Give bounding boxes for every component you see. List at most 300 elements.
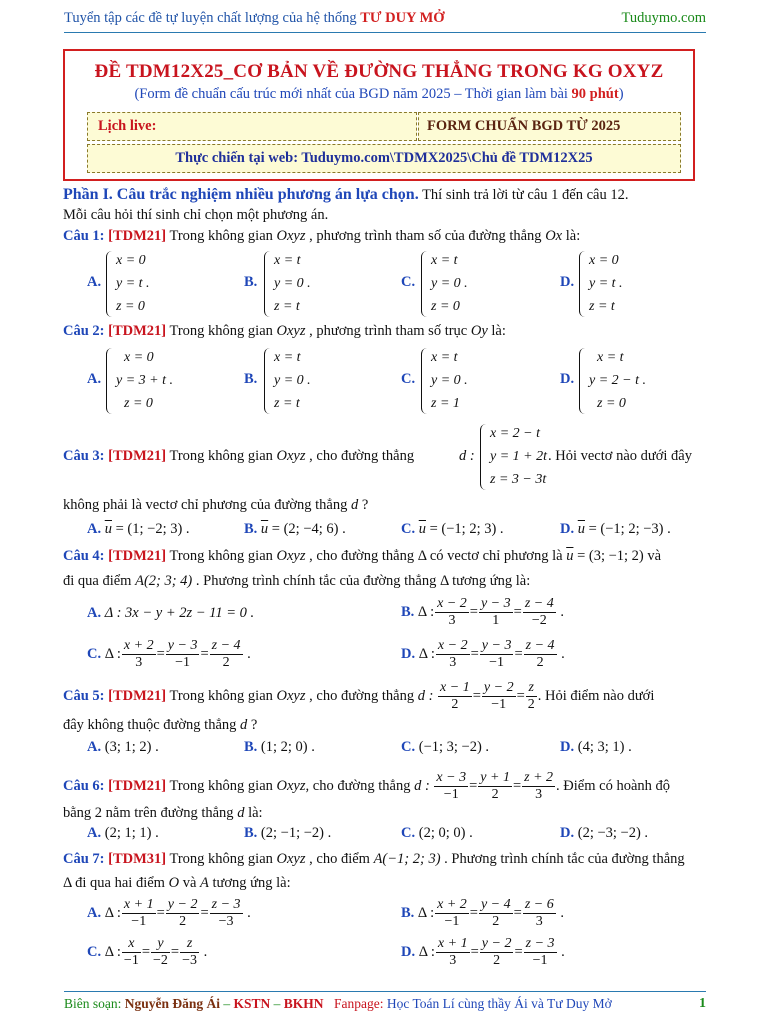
option-label: A. xyxy=(87,605,102,621)
q6-line2 xyxy=(63,805,263,822)
denominator: 3 xyxy=(448,613,456,628)
denominator: −1 xyxy=(123,953,139,968)
numerator: x + 1 xyxy=(437,936,468,951)
footer-fanpage[interactable] xyxy=(334,996,612,1012)
eq-line: z = 0 xyxy=(124,396,153,411)
fanpage-label: Fanpage: xyxy=(334,996,387,1011)
denominator: 3 xyxy=(135,655,143,670)
q6-space: Oxyz, xyxy=(276,777,310,794)
part1-line2: Mỗi câu hỏi thí sinh chỉ chọn một phương án. xyxy=(63,207,329,223)
q2-option-d[interactable] xyxy=(579,346,669,416)
subtitle-close: ) xyxy=(618,86,624,102)
q2-axis: Oy xyxy=(470,323,488,339)
q7-space: Oxyz xyxy=(276,851,306,867)
denominator: −3 xyxy=(218,914,234,929)
brace xyxy=(480,424,489,490)
fraction xyxy=(436,936,470,969)
numerator: y − 2 xyxy=(481,936,512,951)
q4-line2-text: đi qua điểm xyxy=(63,573,136,589)
fraction xyxy=(479,596,513,629)
option-label: C. xyxy=(401,825,416,841)
q3-dvar: d xyxy=(350,497,359,513)
denominator: −1 xyxy=(444,914,460,929)
q4-number: Câu 4: xyxy=(63,548,105,564)
numerator: z − 4 xyxy=(524,596,554,611)
q7-option-c[interactable]: C. Δ : $\frac{x}{-1}$ = $\frac{y}{-2}$ = $\frac{z}{-3}$ . xyxy=(87,936,208,968)
fraction xyxy=(526,680,537,713)
eq-line: x = t xyxy=(431,350,458,365)
part1-instructions: Thí sinh trả lời từ câu 1 đến câu 12. xyxy=(418,187,629,203)
q7-text2: , cho điểm xyxy=(305,851,374,867)
numerator: x xyxy=(122,936,141,953)
fraction xyxy=(482,680,516,713)
option-text: (2; 1; 1) . xyxy=(104,825,159,841)
q5-line2 xyxy=(63,717,257,734)
q3-stem xyxy=(63,448,414,465)
q6-option-a[interactable] xyxy=(87,825,159,842)
author-name: Nguyễn Đăng Ái xyxy=(124,996,221,1011)
q3-text: Trong không gian xyxy=(166,448,277,464)
numerator: z − 4 xyxy=(211,638,241,653)
q5-line-name: d : xyxy=(417,687,434,704)
q6-stem: Câu 6: [TDM21] Trong không gian Oxyz, cho đường thẳng d : $\frac{x - 3}{-1}$ = $\frac{y + 1}{2}$ = $\frac{z + 2}{3}$ . Điểm có hoành độ xyxy=(63,770,671,802)
q5-text3: . Hỏi điểm nào dưới xyxy=(537,687,655,704)
fraction xyxy=(435,897,469,930)
q7-point: A(−1; 2; 3) xyxy=(373,851,441,867)
numerator: x − 1 xyxy=(440,680,470,695)
q3-space: Oxyz xyxy=(276,448,306,464)
vector-u: $\overline{u}$ xyxy=(418,521,426,537)
q1-text: Trong không gian xyxy=(166,228,277,244)
footer-kstn: KSTN xyxy=(233,996,271,1011)
option-prefix: Δ : xyxy=(418,943,435,960)
vector-u: $\overline{u}$ xyxy=(260,521,269,537)
q6-text: Trong không gian xyxy=(166,777,277,794)
numerator: z xyxy=(526,680,537,697)
numerator: y − 3 xyxy=(481,638,512,653)
page-footer xyxy=(64,991,706,1018)
eq-line: y = 1 + 2t xyxy=(490,449,547,464)
fraction xyxy=(434,770,468,803)
eq-line: z = 0 xyxy=(597,396,626,411)
eq-line: z = 0 xyxy=(431,299,460,314)
q7-and: và xyxy=(179,875,200,891)
option-label: A. xyxy=(87,904,102,921)
q3-q: ? xyxy=(358,497,369,513)
fraction xyxy=(122,897,156,930)
q1-axis: Ox xyxy=(545,228,563,244)
q3-text2: , cho đường thẳng xyxy=(305,448,415,464)
option-text: (4; 3; 1) . xyxy=(577,739,632,755)
q7-line2 xyxy=(63,875,291,892)
option-label: D. xyxy=(401,943,416,960)
q5-stem: Câu 5: [TDM21] Trong không gian Oxyz , cho đường thẳng d : $\frac{x - 1}{2}$ = $\frac{y - 2}{-1}$ = $\frac{z}{2}$ . Hỏi điểm nào dưới xyxy=(63,680,655,712)
exam-time: 90 phút xyxy=(571,86,619,102)
denominator: −1 xyxy=(131,914,147,929)
q6-option-c[interactable] xyxy=(401,825,473,842)
numerator: y − 2 xyxy=(167,897,198,912)
numerator: x + 2 xyxy=(123,638,154,653)
q7-tail: tương ứng là: xyxy=(208,875,291,891)
q4-text2: , cho đường thẳng Δ có vectơ chỉ phương là xyxy=(305,548,567,564)
q6-option-b[interactable] xyxy=(244,825,331,842)
option-label: D. xyxy=(560,521,575,537)
denominator: 1 xyxy=(492,613,500,628)
denominator: 3 xyxy=(535,787,543,802)
brace xyxy=(421,348,430,414)
q4-text: Trong không gian xyxy=(166,548,277,564)
option-text: (−1; 3; −2) . xyxy=(418,739,490,755)
numerator: y − 3 xyxy=(167,638,198,653)
footer-dash: – xyxy=(220,996,234,1011)
q1-text2: , phương trình tham số của đường thẳng xyxy=(305,228,546,244)
denominator: 2 xyxy=(492,914,500,929)
denominator: 2 xyxy=(491,787,499,802)
denominator: 3 xyxy=(449,953,457,968)
option-text: = (1; −2; 3) . xyxy=(115,521,190,537)
exam-subtitle xyxy=(63,86,695,103)
q6-tag: [TDM21] xyxy=(108,777,167,794)
eq-line: x = 0 xyxy=(589,253,619,268)
option-label: C. xyxy=(401,521,416,537)
form-cell xyxy=(418,112,681,141)
q6-number: Câu 6: xyxy=(63,777,105,794)
q1-space: Oxyz xyxy=(276,228,306,244)
exam-title: ĐỀ TDM12X25_CƠ BẢN VỀ ĐƯỜNG THẲNG TRONG KG OXYZ xyxy=(94,61,664,82)
fraction xyxy=(523,596,556,629)
denominator: −3 xyxy=(182,953,198,968)
q1-label-a[interactable]: A. xyxy=(87,274,102,290)
fanpage-name: Học Toán Lí cùng thầy Ái và Tư Duy Mở xyxy=(386,996,612,1011)
q5-dvar: d xyxy=(240,717,248,733)
footer-dash: – xyxy=(270,996,284,1011)
option-text: = (−1; 2; −3) . xyxy=(588,521,671,537)
q4-space: Oxyz xyxy=(276,548,306,564)
option-label: D. xyxy=(560,739,575,755)
q5-number: Câu 5: xyxy=(63,687,105,704)
option-label: A. xyxy=(87,739,102,755)
web-label[interactable]: Thực chiến tại web: Tuduymo.com\TDMX2025\Chủ đề TDM12X25 xyxy=(175,150,593,166)
q5-option-d[interactable] xyxy=(560,739,632,756)
q7-text3: . Phương trình chính tắc của đường thẳng xyxy=(440,851,685,867)
q7-line2-text: Δ đi qua hai điểm xyxy=(63,875,169,891)
q4-vector: = (3; −1; 2) xyxy=(577,548,644,564)
brace xyxy=(264,251,273,317)
denominator: −2 xyxy=(531,613,547,628)
footer-bkhn: BKHN xyxy=(283,996,324,1011)
denominator: −1 xyxy=(491,697,507,712)
option-text: (2; 0; 0) . xyxy=(418,825,473,841)
eq-line: x = t xyxy=(431,253,458,268)
numerator: z − 4 xyxy=(525,638,555,653)
subtitle-text: (Form đề chuẩn cấu trúc mới nhất của BGD năm 2025 – Thời gian làm bài xyxy=(134,86,572,102)
option-label: B. xyxy=(401,603,415,620)
option-label: B. xyxy=(244,521,258,537)
eq-line: x = t xyxy=(274,350,301,365)
brace xyxy=(579,348,588,414)
q1-tag: [TDM21] xyxy=(108,228,167,244)
eq-line: x = 0 xyxy=(124,350,154,365)
q7-text: Trong không gian xyxy=(166,851,277,867)
denominator: 2 xyxy=(536,655,544,670)
denominator: −2 xyxy=(153,953,168,968)
q7-stem xyxy=(63,851,685,868)
q1-option-d[interactable] xyxy=(579,249,659,319)
numerator: z xyxy=(180,936,199,953)
fraction xyxy=(480,936,514,969)
numerator: x + 2 xyxy=(437,897,467,912)
numerator: x − 2 xyxy=(437,638,468,653)
option-label: B. xyxy=(244,739,258,755)
q2-label-b[interactable]: B. xyxy=(244,371,258,387)
q7-tag: [TDM31] xyxy=(108,851,167,867)
q3-line-name: d : xyxy=(459,448,475,464)
q6-text2: cho đường thẳng xyxy=(309,777,415,794)
q4-line2b: . Phương trình chính tắc của đường thẳng Δ tương ứng là: xyxy=(192,573,531,589)
q4-option-b[interactable]: B. Δ : $\frac{x - 2}{3}$ = $\frac{y - 3}{1}$ = $\frac{z - 4}{-2}$ . xyxy=(401,596,564,628)
denominator: −1 xyxy=(489,655,505,670)
header-site[interactable]: Tuduymo.com xyxy=(621,10,706,26)
numerator: y + 1 xyxy=(480,770,510,785)
q7-option-a[interactable]: A. Δ : $\frac{x + 1}{-1}$ = $\frac{y - 2}{2}$ = $\frac{z - 3}{-3}$ . xyxy=(87,897,251,929)
q5-option-c[interactable] xyxy=(401,739,489,756)
numerator: y − 3 xyxy=(480,596,511,611)
denominator: 2 xyxy=(451,697,459,712)
denominator: −1 xyxy=(532,953,548,968)
fraction xyxy=(151,936,170,969)
option-label: B. xyxy=(244,825,258,841)
option-prefix: Δ : xyxy=(104,904,121,921)
q4-point: A(2; 3; 4) xyxy=(135,573,193,589)
q7-point-o: O xyxy=(168,875,180,891)
eq-line: z = t xyxy=(589,299,615,314)
eq-line: y = t . xyxy=(589,276,623,291)
q1-option-a[interactable] xyxy=(106,249,186,319)
fraction xyxy=(180,936,199,969)
q6-line2-text: bằng 2 nằm trên đường thẳng xyxy=(63,805,238,821)
option-text: (2; −3; −2) . xyxy=(577,825,649,841)
q6-text3: . Điểm có hoành độ xyxy=(556,777,671,794)
q5-q: ? xyxy=(247,717,258,733)
option-prefix: Δ : xyxy=(104,645,121,662)
q4-text3: và xyxy=(643,548,662,564)
q4-option-a[interactable] xyxy=(87,605,254,622)
denominator: 3 xyxy=(535,914,543,929)
denominator: −1 xyxy=(443,787,459,802)
q4-line2 xyxy=(63,573,530,590)
option-label: C. xyxy=(87,943,102,960)
page-number: 1 xyxy=(699,996,706,1011)
page-header xyxy=(64,10,706,33)
fraction xyxy=(210,897,243,930)
fraction xyxy=(479,897,513,930)
numerator: y − 2 xyxy=(483,680,514,695)
q1-option-c[interactable] xyxy=(421,249,501,319)
live-label: Lịch live: xyxy=(98,118,157,134)
option-prefix: Δ : xyxy=(417,904,435,921)
eq-line: y = 3 + t . xyxy=(116,373,173,388)
q4-stem xyxy=(63,548,661,565)
q7-point-a: A xyxy=(200,875,209,891)
q3-system xyxy=(480,422,550,492)
denominator: −1 xyxy=(175,655,191,670)
fraction xyxy=(522,770,555,803)
footer-label: Biên soạn: xyxy=(64,996,125,1011)
q5-text: Trong không gian xyxy=(166,687,277,704)
fraction xyxy=(122,638,156,671)
q2-option-a[interactable] xyxy=(106,346,196,416)
numerator: x − 2 xyxy=(437,596,467,611)
fraction xyxy=(524,638,557,671)
web-cell xyxy=(87,144,681,173)
q1-stem xyxy=(63,228,580,245)
q2-text3: là: xyxy=(487,323,506,339)
q3-option-c[interactable] xyxy=(401,521,504,538)
option-label: D. xyxy=(401,645,416,662)
eq-line: z = 3 − 3t xyxy=(490,472,547,487)
numerator: z − 3 xyxy=(211,897,241,912)
q2-label-c[interactable]: C. xyxy=(401,371,416,387)
numerator: z + 2 xyxy=(524,770,554,785)
eq-line: y = 0 . xyxy=(431,276,468,291)
q1-label-b[interactable]: B. xyxy=(244,274,258,290)
denominator: 3 xyxy=(449,655,457,670)
fraction xyxy=(523,897,556,930)
denominator: 2 xyxy=(222,655,230,670)
eq-line: y = 0 . xyxy=(431,373,468,388)
q6-option-d[interactable] xyxy=(560,825,648,842)
form-label: FORM CHUẨN BGD TỪ 2025 xyxy=(427,118,621,134)
q3-number: Câu 3: xyxy=(63,448,105,464)
option-text: Δ : 3x − y + 2z − 11 = 0 . xyxy=(104,605,255,621)
eq-line: z = t xyxy=(274,299,300,314)
brace xyxy=(264,348,273,414)
option-text: (2; −1; −2) . xyxy=(260,825,332,841)
eq-line: x = 0 xyxy=(116,253,146,268)
numerator: z − 6 xyxy=(524,897,554,912)
eq-line: y = 0 . xyxy=(274,276,311,291)
q7-option-d[interactable]: D. Δ : $\frac{x + 1}{3}$ = $\frac{y - 2}{2}$ = $\frac{z - 3}{-1}$ . xyxy=(401,936,565,968)
q6-q: là: xyxy=(244,805,263,821)
q5-option-a[interactable] xyxy=(87,739,159,756)
vector-u: $\overline{u}$ xyxy=(104,521,112,537)
q2-stem xyxy=(63,323,506,340)
q7-option-b[interactable]: B. Δ : $\frac{x + 2}{-1}$ = $\frac{y - 4}{2}$ = $\frac{z - 6}{3}$ . xyxy=(401,897,564,929)
q5-space: Oxyz xyxy=(276,687,306,704)
header-series-text: Tuyển tập các đề tự luyện chất lượng của hệ thống xyxy=(64,10,361,26)
q2-number: Câu 2: xyxy=(63,323,105,339)
vector-u: $\overline{u}$ xyxy=(577,521,585,537)
eq-line: z = 1 xyxy=(431,396,460,411)
fraction xyxy=(122,936,141,969)
eq-line: y = 0 . xyxy=(274,373,311,388)
numerator: x + 1 xyxy=(123,897,154,912)
q5-text2: , cho đường thẳng xyxy=(305,687,418,704)
q4-option-d[interactable]: D. Δ : $\frac{x - 2}{3}$ = $\frac{y - 3}{-1}$ = $\frac{z - 4}{2}$ . xyxy=(401,638,565,670)
eq-line: z = t xyxy=(274,396,300,411)
q1-number: Câu 1: xyxy=(63,228,105,244)
q2-label-a[interactable]: A. xyxy=(87,371,102,387)
eq-line: x = 2 − t xyxy=(490,426,540,441)
q4-option-c[interactable]: C. Δ : $\frac{x + 2}{3}$ = $\frac{y - 3}{-1}$ = $\frac{z - 4}{2}$ . xyxy=(87,638,251,670)
numerator: y xyxy=(151,936,170,953)
q2-space: Oxyz xyxy=(276,323,306,339)
brace xyxy=(579,251,588,317)
q7-number: Câu 7: xyxy=(63,851,105,867)
eq-line: x = t xyxy=(597,350,624,365)
part1-title: Phần I. Câu trắc nghiệm nhiều phương án lựa chọn. xyxy=(63,186,419,203)
q3-line2-text: không phải là vectơ chỉ phương của đường thẳng xyxy=(63,497,351,513)
q6-line-name: d : xyxy=(414,777,430,794)
fraction xyxy=(210,638,243,671)
q6-dvar: d xyxy=(237,805,245,821)
q2-option-c[interactable] xyxy=(421,346,501,416)
denominator: 2 xyxy=(179,914,187,929)
numerator: y − 4 xyxy=(480,897,511,912)
q3-text3: . Hỏi vectơ nào dưới đây xyxy=(548,448,692,464)
eq-line: y = 2 − t . xyxy=(589,373,646,388)
eq-line: y = t . xyxy=(116,276,150,291)
option-text: = (−1; 2; 3) . xyxy=(429,521,504,537)
option-label: C. xyxy=(87,645,102,662)
option-prefix: Δ : xyxy=(418,645,435,662)
eq-line: z = 0 xyxy=(116,299,145,314)
brace xyxy=(106,251,115,317)
denominator: 2 xyxy=(493,953,501,968)
q2-text2: , phương trình tham số trục xyxy=(305,323,471,339)
option-text: (3; 1; 2) . xyxy=(104,739,159,755)
q3-option-b[interactable] xyxy=(244,521,346,538)
q1-label-c[interactable]: C. xyxy=(401,274,416,290)
q1-label-d[interactable]: D. xyxy=(560,274,575,290)
q2-label-d[interactable]: D. xyxy=(560,371,575,387)
q5-tag: [TDM21] xyxy=(108,687,167,704)
denominator: 2 xyxy=(527,697,535,712)
q1-option-b[interactable] xyxy=(264,249,344,319)
fraction xyxy=(524,936,557,969)
part1-heading xyxy=(63,186,628,204)
footer-author xyxy=(64,996,324,1012)
q5-option-b[interactable] xyxy=(244,739,315,756)
option-text: = (2; −4; 6) . xyxy=(271,521,346,537)
option-label: C. xyxy=(401,739,416,755)
fraction xyxy=(478,770,512,803)
fraction xyxy=(480,638,514,671)
q2-tag: [TDM21] xyxy=(108,323,167,339)
q2-option-b[interactable] xyxy=(264,346,344,416)
fraction xyxy=(438,680,472,713)
numerator: x − 3 xyxy=(436,770,467,785)
fraction xyxy=(166,638,200,671)
option-prefix: Δ : xyxy=(104,943,121,960)
option-text: (1; 2; 0) . xyxy=(260,739,315,755)
fraction xyxy=(435,596,469,629)
q3-option-a[interactable] xyxy=(87,521,190,538)
brace xyxy=(421,251,430,317)
fraction xyxy=(166,897,200,930)
option-label: A. xyxy=(87,825,102,841)
q5-line2-text: đây không thuộc đường thẳng xyxy=(63,717,241,733)
numerator: z − 3 xyxy=(525,936,555,951)
q3-option-d[interactable] xyxy=(560,521,671,538)
q2-text: Trong không gian xyxy=(166,323,277,339)
option-label: B. xyxy=(401,904,415,921)
fraction xyxy=(436,638,470,671)
vector-u: $\overline{u}$ xyxy=(566,548,574,564)
live-cell xyxy=(87,112,417,141)
q3-tag: [TDM21] xyxy=(108,448,167,464)
header-brand: TƯ DUY MỞ xyxy=(360,10,445,26)
